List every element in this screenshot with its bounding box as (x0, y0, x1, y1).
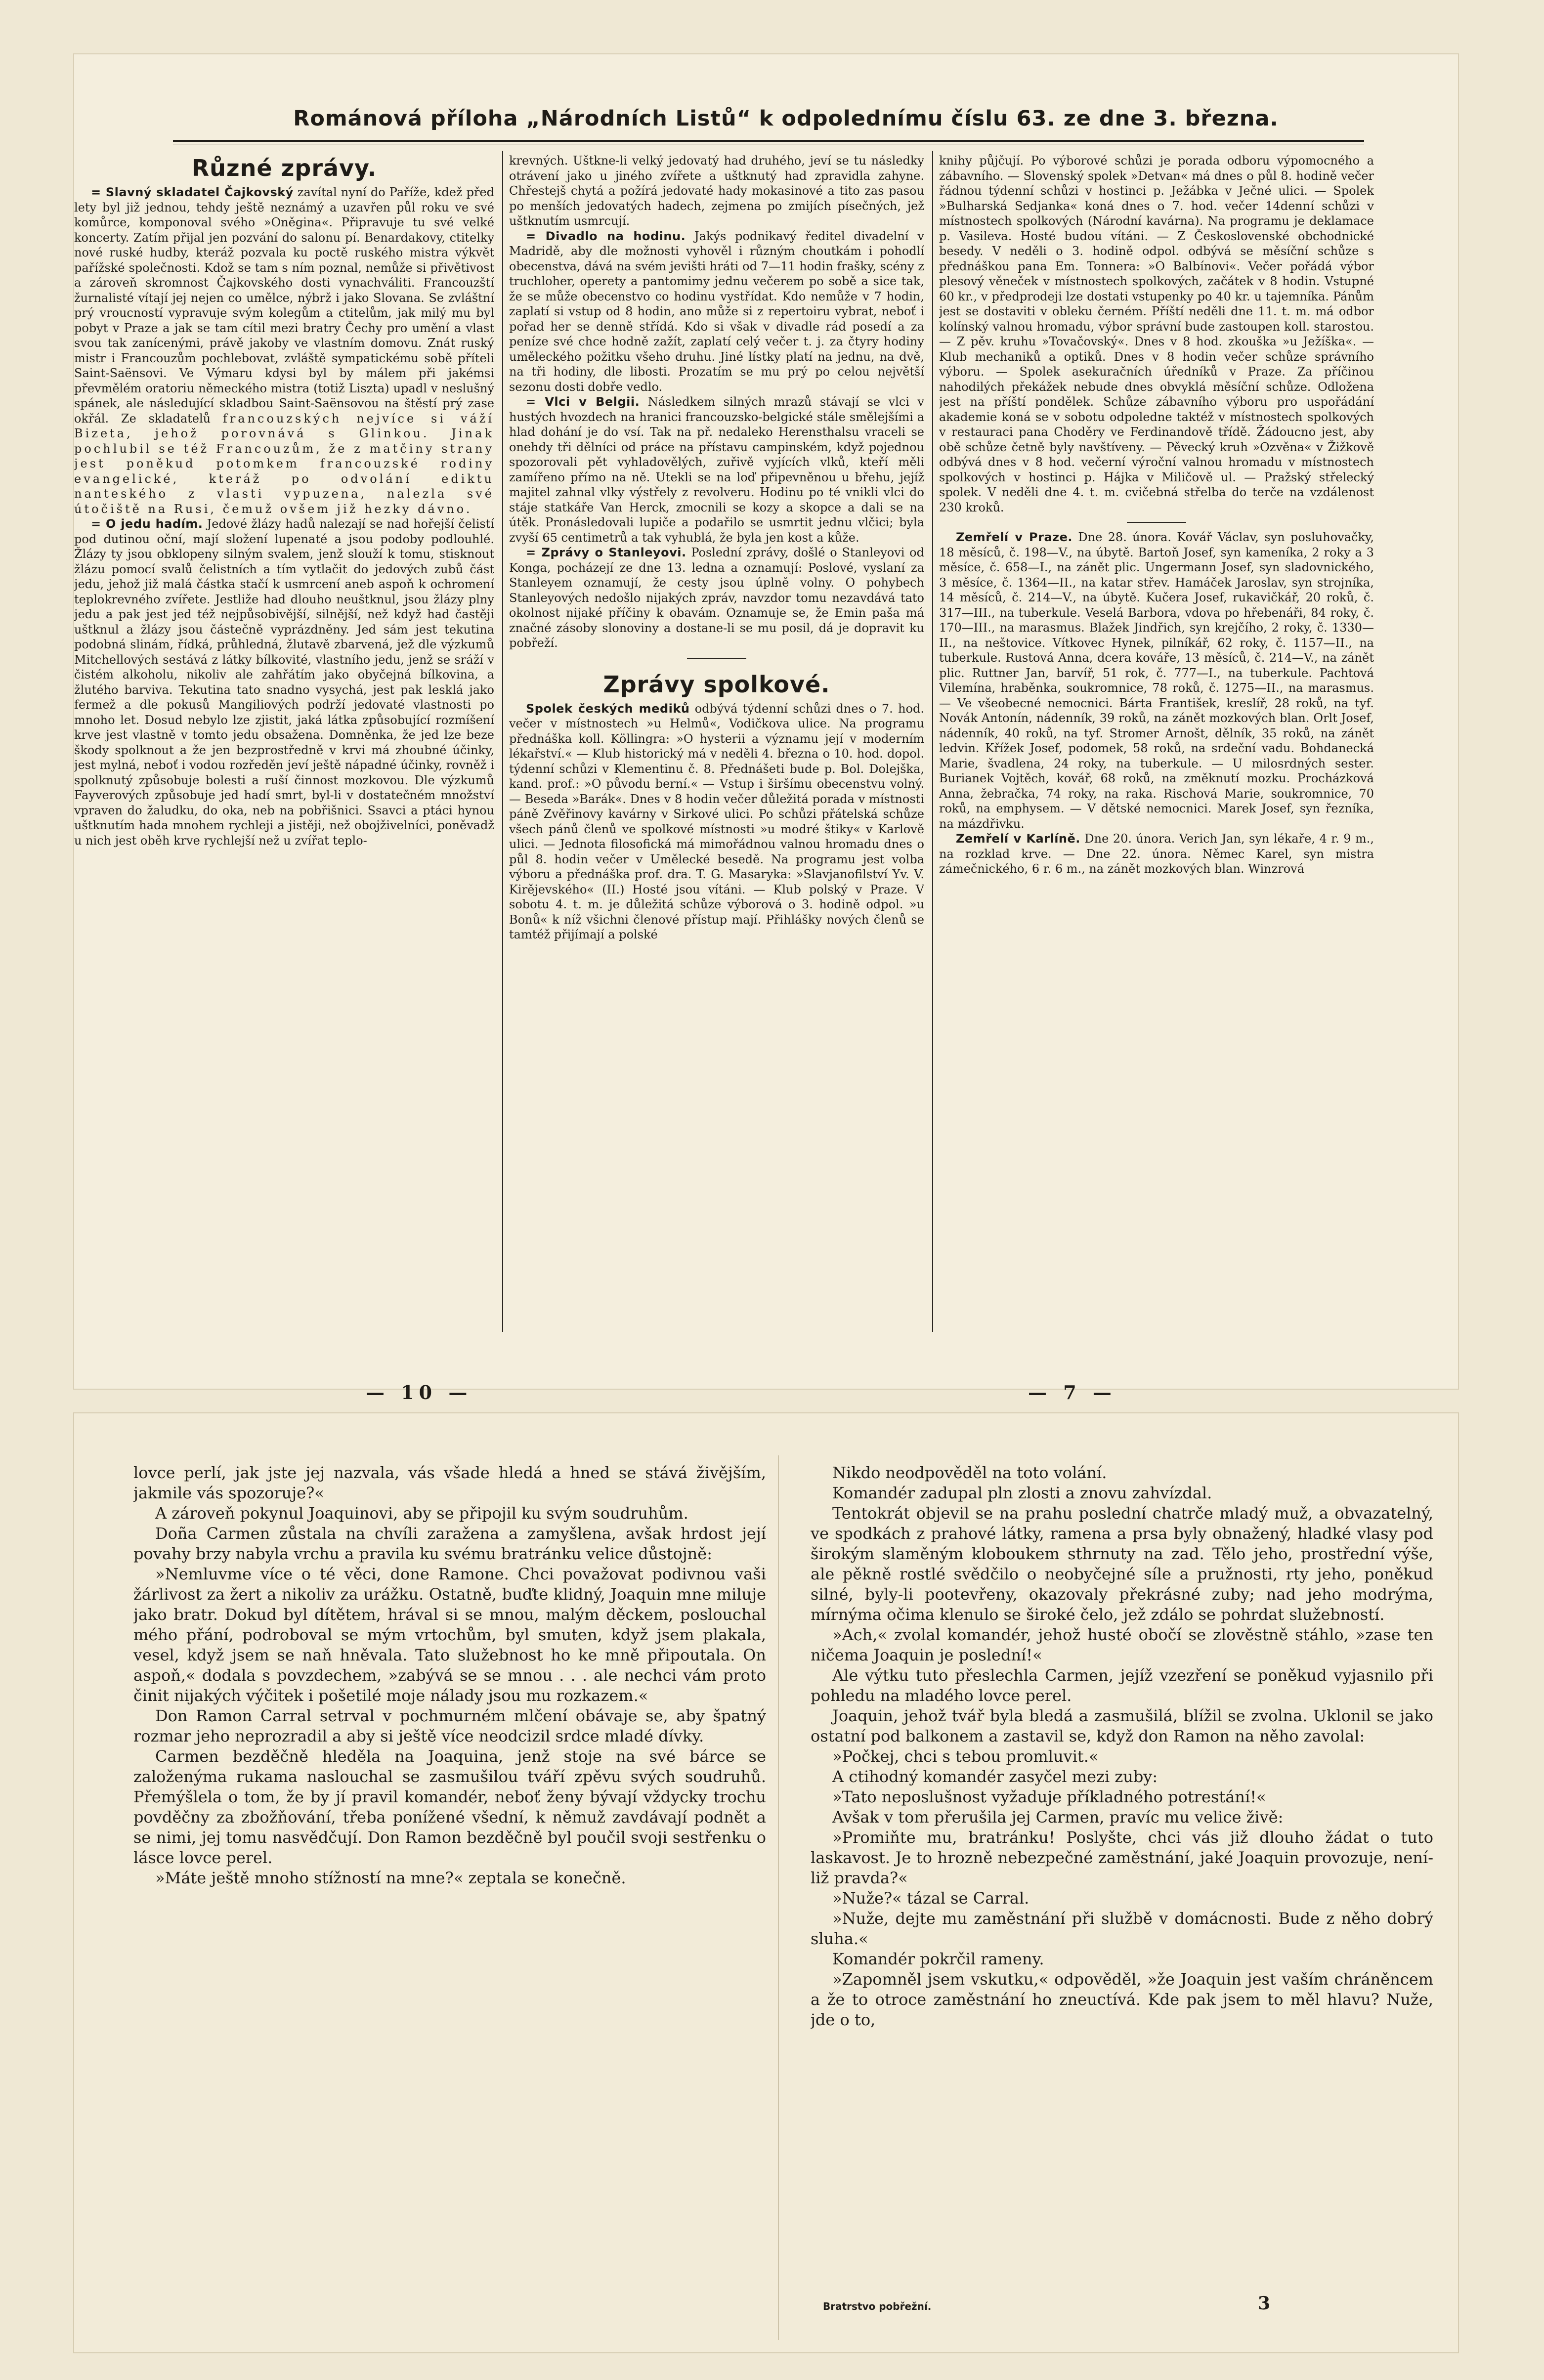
novel-paragraph: »Ach,« zvolal komandér, jehož husté obočí se zlověstně stáhlo, »zase ten ničema Joaquin je poslední!« (811, 1625, 1433, 1664)
article-zemreli-praha (939, 530, 1374, 831)
page-number-right: — 7 — (1028, 1381, 1116, 1403)
column-3 (939, 153, 1374, 1334)
column-2 (509, 153, 924, 1334)
novel-paragraph: Tentokrát objevil se na prahu poslední chatrče mladý muž, a obvazatelný, ve spodkách z prahové látky, ramena a prsa byly obnažený, hladké vlasy pod širokým slaměným kloboukem sthrnuty na zad. Tělo jeho, prostřední výše, ale pěkně rostlé svědčilo o neobyčejné síle a pružnosti, rty jeho, poněkud silné, byly-li pootevřeny, okazovaly překrásné zuby; nad jeho modrýma, mírnýma očima klenulo se široké čelo, jež zdálo se pohrdat služebností. (811, 1504, 1433, 1624)
footer-page-number: 3 (1258, 2293, 1271, 2314)
article-jed-hadi (74, 516, 494, 848)
novel-paragraph: Joaquin, jehož tvář byla bledá a zasmušilá, blížil se zvolna. Uklonil se jako ostatní pod balkonem a zastavil se, když don Ramon na něho zavolal: (811, 1706, 1433, 1745)
article-continuation (939, 153, 1374, 515)
article-continuation (509, 153, 924, 229)
novel-paragraph: »Zapomněl jsem vskutku,« odpověděl, »že Joaquin jest vaším chráněncem a že to otroce zaměstnání ho zneuctívá. Kde pak jsem to měl hlavu? Nuže, jde o to, (811, 1970, 1433, 2029)
page-number-left: — 10 — (366, 1381, 472, 1403)
article-text: zavítal nyní do Paříže, kdež před lety byl již jednou, tehdy ještě neznámý a uzavřen půl roku ve své komůrce, komponoval svého »Oněgina«. Připravuje tu své velké koncerty. Zatím přijal jen pozvání do salonu pí. Benardakovy, ctitelky nové ruské hudby, kteráž pozvala ku poctě ruského mistra výkvět pařížské společnosti. Kdož se tam s ním poznal, nemůže si přivětivost a zároveň skromnost Čajkovského dosti vynachváliti. Francouzští žurnalisté vítají jej nejen co umělce, nýbrž i jako Slovana. Se zvláštní prý vroucností vypravuje svým kolegům a ctitelům, jak milý mu byl pobyt v Praze a jak se tam cítil mezi bratry Čechy pro umění a vlast svou tak zanícenými, právě jakoby ve vlastním domovu. Znát ruský mistr i Francouzům pochlebovat, zvláště sympatickému sobě příteli Saint-Saënsovi. Ve Výmaru kdysi byl by málem při jakémsi převmělém oratoriu německého mistra (totiž Liszta) upadl v neslušný spánek, ale následující skladbou Saint-Saënsovou na štěstí prý zase okřál. Ze skladatelů (74, 185, 494, 425)
article-vlci (509, 394, 924, 545)
article-text: Dne 28. února. Kovář Václav, syn posluhovačky, 18 měsíců, č. 198—V., na úbytě. Bartoň Josef, syn kameníka, 2 roky a 3 měsíce, č. 658—I., na zánět plic. Ungermann Josef, syn sladovnického, 3 měsíce, č. 1364—II., na katar střev. Hamáček Jaroslav, syn strojníka, 14 měsíců, č. 214—V., na úbytě. Kučera Josef, rukavičkář, 20 roků, č. 317—III., na tuberkule. Veselá Barbora, vdova po hřebenáři, 84 roky, č. 170—III., na marasmus. Blažek Jindřich, syn krejčího, 2 roky, č. 1330—II., na neštovice. Vítkovec Hynek, pilníkář, 62 roky, č. 1157—II., na tuberkule. Rustová Anna, dcera kováře, 13 měsíců, č. 214—V., na zánět plic. Ruttner Jan, barvíř, 51 rok, č. 777—I., na tuberkule. Pachtová Vilemína, hraběnka, soukromnice, 78 roků, č. 1275—II., na marasmus. — Ve všeobecné nemocnici. Bárta František, kreslíř, 28 roků, na tyf. Novák Antonín, nádenník, 39 roků, na zánět mozkových blan. Orlt Josef, nádenník, 40 roků, na tyf. Stromer Arnošt, dělník, 35 roků, na zánět ledvin. Křížek Josef, podomek, 58 roků, na srdeční vadu. Bohdanecká Marie, švadlena, 24 roky, na tuberkule. — U milosrdných sester. Burianek Vojtěch, kovář, 68 roků, na změknutí mozku. Procházková Anna, žebračka, 74 roky, na raka. Rischová Marie, soukromnice, 70 roků, na emphysem. — V dětské nemocnici. Marek Josef, syn řezníka, na mázdřivku. (939, 530, 1374, 831)
novel-paragraph: Komandér zadupal pln zlosti a znovu zahvízdal. (832, 1484, 1212, 1502)
novel-paragraph: lovce perlí, jak jste jej nazvala, vás všade hledá a hned se stává živějším, jakmile vás spozoruje?« (133, 1463, 766, 1502)
masthead-rule (173, 140, 1364, 142)
novel-paragraph: »Nuže?« tázal se Carral. (832, 1889, 1029, 1908)
masthead: Románová příloha „Národních Listů“ k odpolednímu číslu 63. ze dne 3. března. (293, 106, 1279, 131)
novel-paragraph: A zároveň pokynul Joaquinovi, aby se připojil ku svým soudruhům. (155, 1504, 688, 1523)
article-lead: Zemřelí v Karlíně. (956, 832, 1080, 846)
article-divadlo (509, 229, 924, 395)
column-1 (74, 153, 494, 1334)
section-divider (1127, 522, 1186, 523)
section-divider (687, 658, 746, 659)
article-text: Jakýs podnikavý ředitel divadelní v Madridě, aby dle možnosti vyhověl i různým choutkám i pohodlí obecenstva, dává na svém jevišti hráti od 7—11 hodin frašky, scény z truchloher, operety a pantomimy jednu večerem po sobě a sice tak, že se může obecenstvo co hodinu vystřídat. Kdo nemůže v 7 hodin, zaplatí si vstup od 8 hodin, ano může si z repertoiru vybrat, neboť i pořad her se denně střídá. Kdo si však v divadle rád posedí a za peníze své chce hodně zažít, zaplatí celý večer t. j. za čtyry hodiny uměleckého požitku všeho druhu. Jiné lístky platí na jednu, na dvě, na tři hodiny, dle libosti. Prozatím se mu prý po celou největší sezonu dosti dobře vedlo. (509, 229, 924, 394)
novel-paragraph: Nikdo neodpověděl na toto volání. (832, 1463, 1107, 1482)
novel-left-column (133, 1463, 766, 2303)
article-text: odbývá týdenní schůzi dnes o 7. hod. večer v místnostech »u Helmů«, Vodičkova ulice. Na programu přednáška koll. Köllingra: »O hysterii a významu její v moderním lékařství.« — Klub historický má v neděli 4. března o 10. hod. dopol. týdenní schůzi v Klementinu č. 8. Přednášeti bude p. Bol. Dolejška, kand. prof.: »O původu berní.« — Vstup i širšímu obecenstvu volný. — Beseda »Barák«. Dnes v 8 hodin večer důležitá porada v místnosti páně Zvěřinovy kavárny v Sirkové ulici. Po schůzi přátelská schůze všech pánů členů ve spolkové místnosti »u modré štiky« v Karlově ulici. — Jednota filosofická má mimořádnou valnou hromadu dnes o půl 8. hodin večer v Umělecké besedě. Na programu jest volba výboru a přednáška prof. dra. T. G. Masaryka: »Slavjanofilství Yv. V. Kirějevského« (II.) Hosté jsou vítáni. — Klub polský v Praze. V sobotu 4. t. m. je důležitá schůze výborová o 3. hodině odpol. »u Bonů« k níž všichni členové přístup mají. Přihlášky nových členů se tamtéž přijímají a polské (509, 701, 924, 941)
column-rule-2 (932, 151, 933, 1332)
article-lead: Spolek českých mediků (526, 701, 690, 716)
section-heading-ruzne-zpravy: Různé zprávy. (191, 155, 377, 181)
novel-paragraph: A ctihodný komandér zasyčel mezi zuby: (832, 1767, 1158, 1786)
article-spolky (509, 701, 924, 942)
novel-paragraph: Avšak v tom přerušila jej Carmen, pravíc mu velice živě: (832, 1808, 1284, 1827)
article-cajkovsky (74, 185, 494, 516)
section-heading-zpravy-spolkove: Zprávy spolkové. (603, 671, 830, 698)
novel-paragraph: »Tato neposlušnost vyžaduje příkladného potrestání!« (832, 1787, 1266, 1806)
article-lead: = Vlci v Belgii. (526, 395, 640, 409)
article-zemreli-karlin (939, 831, 1374, 877)
novel-paragraph: Ale výtku tuto přeslechla Carmen, jejíž vzezření se poněkud vyjasnilo při pohledu na mladého lovce perel. (811, 1666, 1433, 1705)
article-text: francouzských nejvíce si váží Bizeta, jehož porovnává s Glinkou. Jinak pochlubil se též Francouzům, že z matčiny strany jest poněkud potomkem francouzské rodiny evangelické, kteráž po odvolání ediktu nanteského z vlasti vypuzena, nalezla své útočiště na Rusi, čemuž ovšem již hezky dávno. (74, 411, 494, 516)
novel-paragraph: Don Ramon Carral setrval v pochmurném mlčení obávaje se, aby špatný rozmar jeho neprozradil a aby si ještě více neodcizil srdce mladé dívky. (133, 1706, 766, 1745)
article-text: krevných. Uštkne-li velký jedovatý had druhého, jeví se tu následky otrávení jako u jiného zvířete a uštknutý had zpravidla zahyne. Chřestejš chytá a požírá jedovaté hady mokasinové a tito zas pasou po menších jedovatých hadech, zejmena po zmijích písečných, jež uštknutím usmrcují. (509, 154, 924, 228)
article-lead: = O jedu hadím. (91, 517, 203, 531)
article-lead: = Divadlo na hodinu. (526, 229, 686, 243)
article-text: knihy půjčují. Po výborové schůzi je porada odboru výpomocného a zábavního. — Slovenský spolek »Detvan« má dnes o půl 8. hodině večer řádnou týdenní schůzi v hostinci p. Ježábka v Ječné ulici. — Spolek »Bulharská Sedjanka« koná dnes o 7. hod. večer 14denní schůzi v místnostech spolkových (Národní kavárna). Na programu je deklamace p. Vasileva. Hosté budou vítáni. — Z Československé obchodnické besedy. V neděli o 3. hodině odpol. odbývá se měsíční schůze s přednáškou pana Em. Tonnera: »O Balbínovi«. Večer pořádá výbor plesový věneček v místnostech spolkových, začátek v 8 hodin. Vstupné 60 kr., v předprodeji lze dostati vstupenky po 40 kr. u tajemníka. Pánům jest se dostaviti v obleku černém. Příští neděli dne 11. t. m. má odbor kolínský valnou hromadu, výbor správní bude zastoupen koll. starostou. — Z pěv. kruhu »Tovačovský«. Dnes v 8 hod. zkouška »u Ježíška«. — Klub mechaniků a optiků. Dnes v 8 hodin večer schůze správního výboru. — Spolek asekuračních úředníků v Praze. Za příčinou nahodilých překážek nebude dnes obvyklá měsíční schůze. Odložena jest na příští pondělek. Schůze zábavního výboru pro uspořádání akademie koná se v sobotu odpoledne taktéž v místnostech spolkových v restauraci pana Choděry ve Ferdinandově třídě. Žádoucno jest, aby obě schůze četně byly navštíveny. — Pěvecký kruh »Ozvěna« v Žižkově odbývá dnes v 8 hod. večerní výroční valnou hromadu v místnostech spolkových v hostinci p. Hájka v Miličově ul. — Pražský střelecký spolek. V neděli dne 4. t. m. cvičebná střelba do terče na vzdálenost 230 kroků. (939, 154, 1374, 514)
article-lead: Zemřelí v Praze. (956, 530, 1073, 544)
novel-right-column (811, 1463, 1433, 2293)
article-stanley (509, 545, 924, 651)
column-rule-1 (502, 151, 503, 1332)
novel-paragraph: Carmen bezděčně hleděla na Joaquina, jenž stoje na své bárce se založenýma rukama naslouchal se zasmušilou tváří zpěvu svých soudruhů. Přemýšlela o tom, že by jí pravil komandér, neboť ženy bývají vždycky trochu povděčny za zbožňování, třeba ponížené všední, k němuž zavdávají podnět a se nimi, jej tomu nasvědčují. Don Ramon bezděčně byl poučil svoji sestřenku o lásce lovce perel. (133, 1747, 766, 1867)
article-text: Jedové žlázy hadů nalezají se nad hořejší čelistí pod dutinou oční, mají složení lupenaté a jsou podoby podlouhlé. Žlázy ty jsou obklopeny silným svalem, jenž slouží k tomu, stisknout žlázu pomocí svalů čelistních a tím vytlačit do jedových zubů část jedu, jehož již malá částka stačí k usmrcení aneb aspoň k ochromení teplokrevného zvířete. Jestliže had dlouho neuštknul, jsou žlázy plny jedu a pak jest jed též nejpůsobivější, silnější, než když had častěji uštknul a žlázy jsou částečně vyprázdněny. Jed sám jest tekutina podobná slinám, řídká, průhledná, žlutavě zbarvená, jež dle výzkumů Mitchellových sestává z látky bílkovité, vlastního jedu, jenž se sráží v čistém alkoholu, nikoliv ale zahřátím jako obyčejná bílkovina, a žlutého barviva. Tekutina tato snadno vysychá, jest pak lesklá jako fermež a dle pokusů Mangiliových podrží jedovaté vlastnosti po mnoho let. Dosud nebylo lze zjistit, jaká látka způsobující rozmíšení krve jest vlastně v tomto jedu obsažena. Domněnka, že jed lze beze škody spolknout a že jen bezprostředně v krvi má zhoubné účinky, jest mylná, neboť i vodou rozředěn jeví ještě nápadné účinky, rovněž i spolknutý způsobuje bolesti a ruší činnost mozkovou. Dle výzkumů Fayverových způsobuje jed hadí smrt, byl-li v dostatečném množství vpraven do žaludku, do oka, neb na pobřišnici. Ssavci a ptáci hynou uštknutím hada mnohem rychleji a jistěji, než obojživelníci, poněvadž u nich jest oběh krve rychlejší než u zvířat teplo- (74, 517, 494, 848)
novel-paragraph: Komandér pokrčil rameny. (832, 1950, 1044, 1968)
bottom-column-rule (778, 1455, 779, 2340)
article-text: Poslední zprávy, došlé o Stanleyovi od Konga, pocházejí ze dne 13. ledna a oznamují: Poslové, vyslaní za Stanleyem oznamují, že cesty jsou úplně volny. O pohybech Stanleyových nedošlo nijakých zpráv, navzdor tomu nezavdává tato okolnost nijaké příčiny k obavám. Oznamuje se, že Emin paša má značné zásoby slonoviny a dostane-li se mu posil, dá je dopravit ku pobřeží. (509, 546, 924, 650)
novel-paragraph: »Nemluvme více o té věci, done Ramone. Chci považovat podivnou vaši žárlivost za žert a nikoliv za urážku. Ostatně, buďte klidný, Joaquin mne miluje jako bratr. Dokud byl dítětem, hrával si se mnou, malým děckem, poslouchal mého přání, podroboval se mým vrtochům, byl smuten, když jsem plakala, vesel, když jsem se naň hněvala. Tato služebnost ho ke mně připoutala. On aspoň,« dodala s povzdechem, »zabývá se se mnou . . . ale nechci vám proto činit nijakých výčitek i pošetilé moje nálady jsou mu rozkazem.« (133, 1565, 766, 1705)
novel-paragraph: »Počkej, chci s tebou promluvit.« (832, 1747, 1099, 1766)
article-text: Následkem silných mrazů stávají se vlci v hustých hvozdech na hranici francouzsko-belgické stále smělejšími a hlad dohání je do vsí. Tak na př. nedaleko Herensthalsu vraceli se onehdy tři dělníci od práce na přístavu campinském, když pojednou spozorovali pět vyhladovělých, zuřivě vyjících vlků, kteří měli zamířeno přímo na ně. Utekli se na loď připevněnou u břehu, jejíž majitel zahnal vlky výstřely z revolveru. Hodinu po té vnikli vlci do stáje statkáře Van Herck, zmocnili se kozy a skopce a dali se na útěk. Pronásledovali lupiče a podařilo se usmrtit jednu vlčici; byla zvyší 65 centimetrů a tak vyhublá, že byla jen kost a kůže. (509, 395, 924, 545)
footer-imprint: Bratrstvo pobřežní. (823, 2300, 932, 2312)
novel-paragraph: »Nuže, dejte mu zaměstnání při službě v domácnosti. Bude z něho dobrý sluha.« (811, 1909, 1433, 1948)
article-text: Dne 20. února. Verich Jan, syn lékaře, 4 r. 9 m., na rozklad krve. — Dne 22. února. Němec Karel, syn mistra zámečnického, 6 r. 6 m., na zánět mozkových blan. Winzrová (939, 832, 1374, 876)
article-lead: = Zprávy o Stanleyovi. (526, 546, 686, 559)
novel-paragraph: »Máte ještě mnoho stížností na mne?« zeptala se konečně. (155, 1869, 626, 1887)
novel-paragraph: »Promiňte mu, bratránku! Poslyšte, chci vás již dlouho žádat o tuto laskavost. Je to hrozně nebezpečné zaměstnání, jaké Joaquin provozuje, není-liž pravda?« (811, 1828, 1433, 1887)
novel-paragraph: Doña Carmen zůstala na chvíli zaražena a zamyšlena, avšak hrdost její povahy brzy nabyla vrchu a pravila ku svému bratránku velice důstojně: (133, 1524, 766, 1563)
article-lead: = Slavný skladatel Čajkovský (91, 185, 294, 199)
